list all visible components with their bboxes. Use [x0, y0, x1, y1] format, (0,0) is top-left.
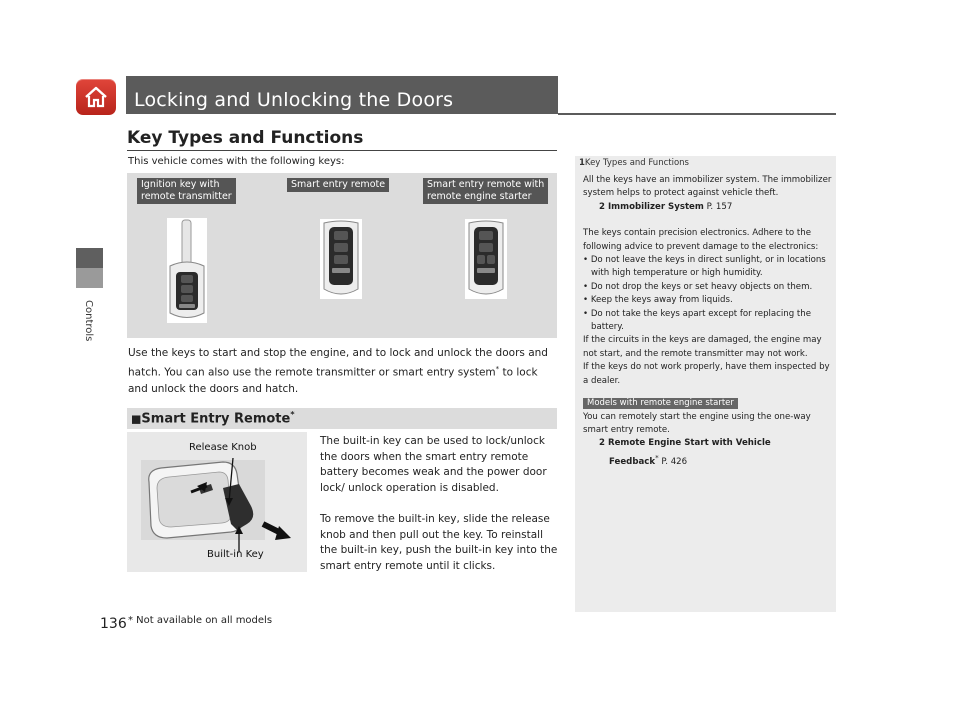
ref2-page: P. 426 — [658, 456, 688, 467]
built-in-key-label: Built-in Key — [207, 549, 264, 560]
key-usage-text-1: Use the keys to start and stop the engine, and to lock and unlock the doors and hatch. You can also use the remote transmitter or smart entry system — [128, 347, 548, 379]
ref2-title-line2: Feedback — [609, 456, 656, 467]
section-title: Key Types and Functions — [127, 128, 364, 148]
label-starter-line1: Smart entry remote with — [427, 179, 545, 190]
ignition-key-icon — [167, 218, 207, 323]
side-note-ref2-line2[interactable] — [583, 451, 833, 469]
ref2-title-line1: Remote Engine Start with Vehicle — [607, 438, 771, 449]
side-note-p4: If the keys do not work properly, have them inspected by a dealer. — [583, 362, 830, 386]
label-starter-line2: remote engine starter — [427, 191, 532, 202]
label-ignition-key — [137, 178, 236, 204]
section-divider — [127, 150, 557, 151]
side-note-p3: If the circuits in the keys are damaged, the engine may not start, and the remote transmitter may not work. — [583, 335, 822, 359]
label-ignition-line2: remote transmitter — [141, 191, 232, 202]
key-types-illustration — [127, 173, 557, 338]
side-note-ref2[interactable] — [583, 437, 833, 450]
side-note-ref1[interactable] — [583, 201, 833, 214]
bullet-text: Do not leave the keys in direct sunlight, or in locations with high temperature or high humidity. — [590, 255, 826, 279]
heading-square-icon: ■ — [131, 412, 142, 426]
bullet-item: • Keep the keys away from liquids. — [583, 295, 733, 306]
smart-entry-heading — [131, 410, 295, 426]
bullet-item: • Do not drop the keys or set heavy objects on them. — [583, 281, 813, 292]
smart-entry-remote-icon — [320, 219, 362, 299]
side-note-heading-text: Key Types and Functions — [584, 158, 689, 168]
ref2-asterisk: * — [655, 452, 659, 462]
side-tab-marker — [76, 248, 103, 268]
ref1-title: Immobilizer System — [607, 201, 704, 212]
smart-entry-heading-asterisk: * — [290, 410, 295, 419]
chapter-side-label: Controls — [83, 300, 94, 342]
side-note-body — [583, 174, 833, 469]
built-in-key-illustration — [127, 432, 307, 572]
bullet-item: • Do not take the keys apart except for replacing the battery. — [583, 308, 812, 333]
release-knob-label: Release Knob — [189, 442, 257, 453]
bullet-item: • Do not leave the keys in direct sunlight, or in locations with high temperature or high humidity. — [583, 255, 826, 279]
side-note-marker-icon: 1 — [579, 158, 585, 168]
home-icon — [83, 84, 109, 110]
side-tab-marker-light — [76, 268, 103, 288]
footnote: * Not available on all models — [128, 615, 273, 626]
bullet-text: Keep the keys away from liquids. — [590, 295, 733, 306]
bullet-text: Do not drop the keys or set heavy objects on them. — [590, 281, 813, 292]
side-note-p2: The keys contain precision electronics. Adhere to the following advice to prevent damage to the electronics: — [583, 228, 819, 252]
side-note-heading — [579, 158, 689, 168]
header-underline — [558, 113, 836, 115]
built-in-key-instructions — [320, 434, 560, 574]
key-usage-text-2: to lock and unlock the doors and hatch. — [128, 366, 538, 395]
built-in-key-paragraph-1: The built-in key can be used to lock/unlock the doors when the smart entry remote battery becomes weak and the power door lock/ unlock operation is disabled. — [320, 435, 547, 494]
built-in-key-paragraph-2: To remove the built-in key, slide the release knob and then pull out the key. To reinstall the built-in key, push the built-in key into the smart entry remote until it clicks. — [320, 513, 558, 572]
label-ignition-line1: Ignition key with — [141, 179, 220, 190]
label-smart-entry-starter — [423, 178, 548, 204]
label-smart-entry-remote: Smart entry remote — [287, 178, 389, 192]
side-note-p5: You can remotely start the engine using the one-way smart entry remote. — [583, 411, 811, 435]
page-title: Locking and Unlocking the Doors — [134, 89, 454, 111]
page-number: 136 — [100, 616, 127, 632]
ref-arrow-icon: 2 — [599, 201, 608, 212]
ref1-page: P. 157 — [703, 201, 733, 212]
bullet-text: Do not take the keys apart except for replacing the battery. — [590, 308, 812, 333]
intro-text: This vehicle comes with the following keys: — [128, 156, 345, 167]
home-button[interactable] — [76, 79, 116, 115]
model-tag: Models with remote engine starter — [583, 398, 738, 409]
ref-arrow-icon: 2 — [599, 438, 608, 449]
key-usage-paragraph — [128, 345, 558, 397]
key-usage-asterisk: * — [495, 365, 500, 373]
smart-entry-heading-text: Smart Entry Remote — [141, 411, 291, 427]
smart-entry-starter-remote-icon — [465, 219, 507, 299]
side-note-p1: All the keys have an immobilizer system. The immobilizer system helps to protect against vehicle theft. — [583, 175, 832, 199]
